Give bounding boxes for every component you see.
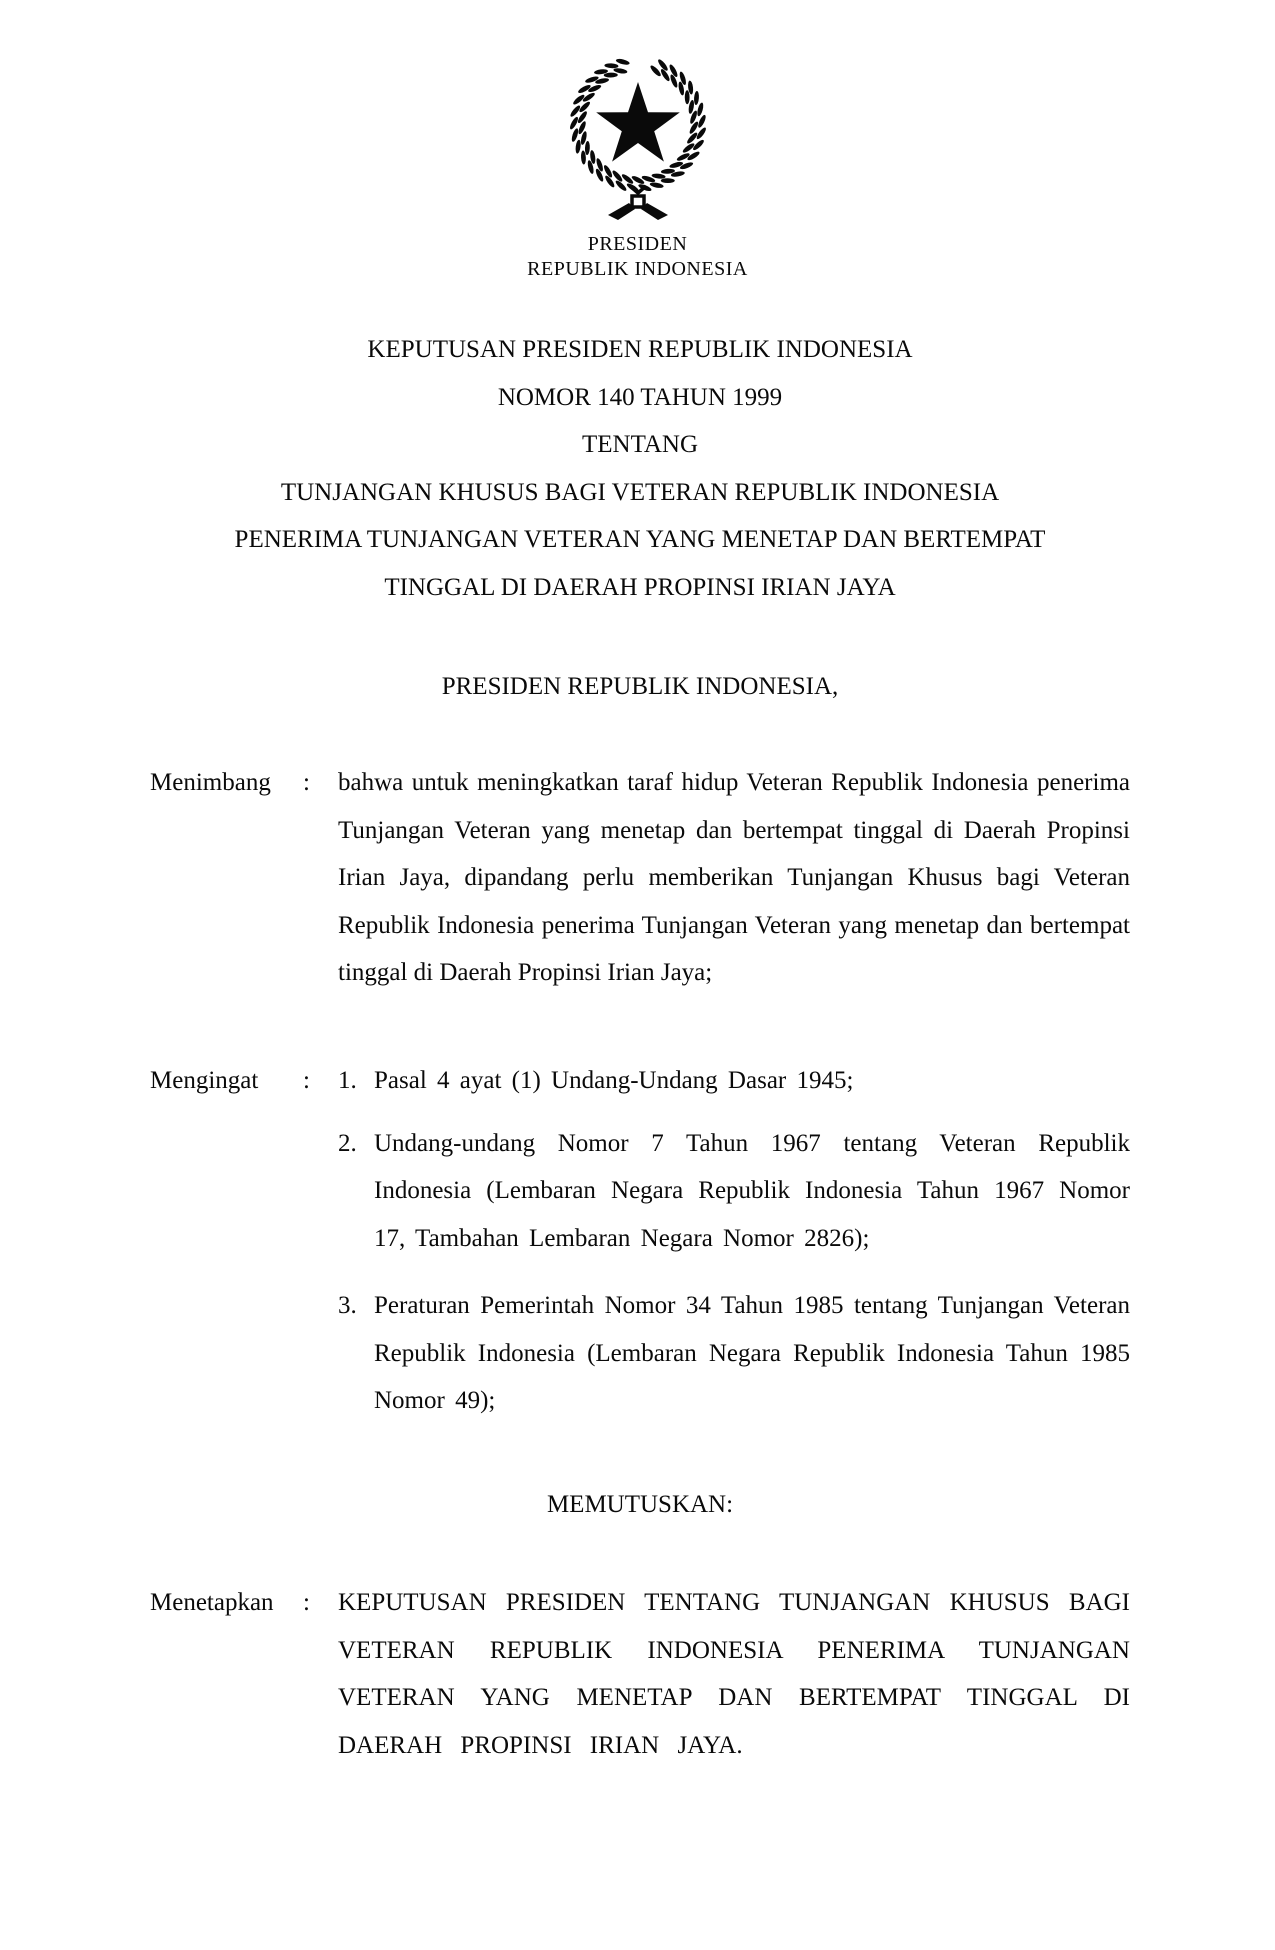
menimbang-row xyxy=(150,759,1130,997)
letterhead-republik-indonesia: REPUBLIK INDONESIA xyxy=(527,258,748,280)
seal-star xyxy=(596,82,680,162)
seal-ribbon xyxy=(608,186,668,220)
menimbang-label: Menimbang xyxy=(150,769,271,796)
item-1-number: 1. xyxy=(338,1067,357,1094)
preamble-opening: PRESIDEN REPUBLIK INDONESIA, xyxy=(441,673,839,700)
menetapkan-label: Menetapkan xyxy=(150,1589,274,1616)
item-3-number: 3. xyxy=(338,1292,357,1319)
mengingat-row xyxy=(150,1057,1130,1425)
item-2-text: Undang-undang Nomor 7 Tahun 1967 tentang Veteran Republik Indonesia (Lembaran Negara Republik Indonesia Tahun 1967 Nomor 17, Tambahan Lembaran Negara Nomor 2826); xyxy=(374,1129,1130,1252)
title-line-3: TENTANG xyxy=(581,431,699,458)
menimbang-colon: : xyxy=(303,769,310,796)
mengingat-item-2 xyxy=(338,1120,1130,1263)
title-line-6: TINGGAL DI DAERAH PROPINSI IRIAN JAYA xyxy=(384,573,896,601)
menimbang-text: bahwa untuk meningkatkan taraf hidup Veteran Republik Indonesia penerima Tunjangan Veteran yang menetap dan bertempat tinggal di Daerah Propinsi Irian Jaya, dipandang perlu memberikan Tunjangan Khusus bagi Veteran Republik Indonesia penerima Tunjangan Veteran yang menetap dan bertempat tinggal di Daerah Propinsi Irian Jaya; xyxy=(338,769,1130,986)
menetapkan-colon: : xyxy=(303,1589,310,1616)
mengingat-colon: : xyxy=(303,1067,310,1094)
mengingat-item-3 xyxy=(338,1282,1130,1425)
letterhead xyxy=(0,232,1275,282)
letterhead-presiden: PRESIDEN xyxy=(587,233,688,255)
title-line-1: KEPUTUSAN PRESIDEN REPUBLIK INDONESIA xyxy=(367,336,913,363)
item-3-text: Peraturan Pemerintah Nomor 34 Tahun 1985 tentang Tunjangan Veteran Republik Indonesia (Lembaran Negara Republik Indonesia Tahun 1985 Nomor 49); xyxy=(374,1292,1130,1414)
title-line-2: NOMOR 140 TAHUN 1999 xyxy=(497,383,783,411)
presidential-seal xyxy=(0,52,1275,227)
item-2-number: 2. xyxy=(338,1129,357,1157)
item-1-text: Pasal 4 ayat (1) Undang-Undang Dasar 1945; xyxy=(374,1067,854,1094)
mengingat-item-1 xyxy=(338,1057,1130,1105)
mengingat-list xyxy=(338,1057,1130,1425)
mengingat-label: Mengingat xyxy=(150,1067,259,1094)
menetapkan-row xyxy=(150,1579,1130,1769)
star-wreath-seal-icon xyxy=(563,52,713,222)
title-line-4: TUNJANGAN KHUSUS BAGI VETERAN REPUBLIK INDONESIA xyxy=(280,478,1000,506)
title-line-5: PENERIMA TUNJANGAN VETERAN YANG MENETAP DAN BERTEMPAT xyxy=(234,526,1046,553)
memutuskan-heading: MEMUTUSKAN: xyxy=(546,1491,734,1518)
decree-title xyxy=(150,326,1130,611)
menetapkan-text: KEPUTUSAN PRESIDEN TENTANG TUNJANGAN KHUSUS BAGI VETERAN REPUBLIK INDONESIA PENERIMA TUNJANGAN VETERAN YANG MENETAP DAN BERTEMPAT TINGGAL DI DAERAH PROPINSI IRIAN JAYA. xyxy=(338,1589,1130,1759)
